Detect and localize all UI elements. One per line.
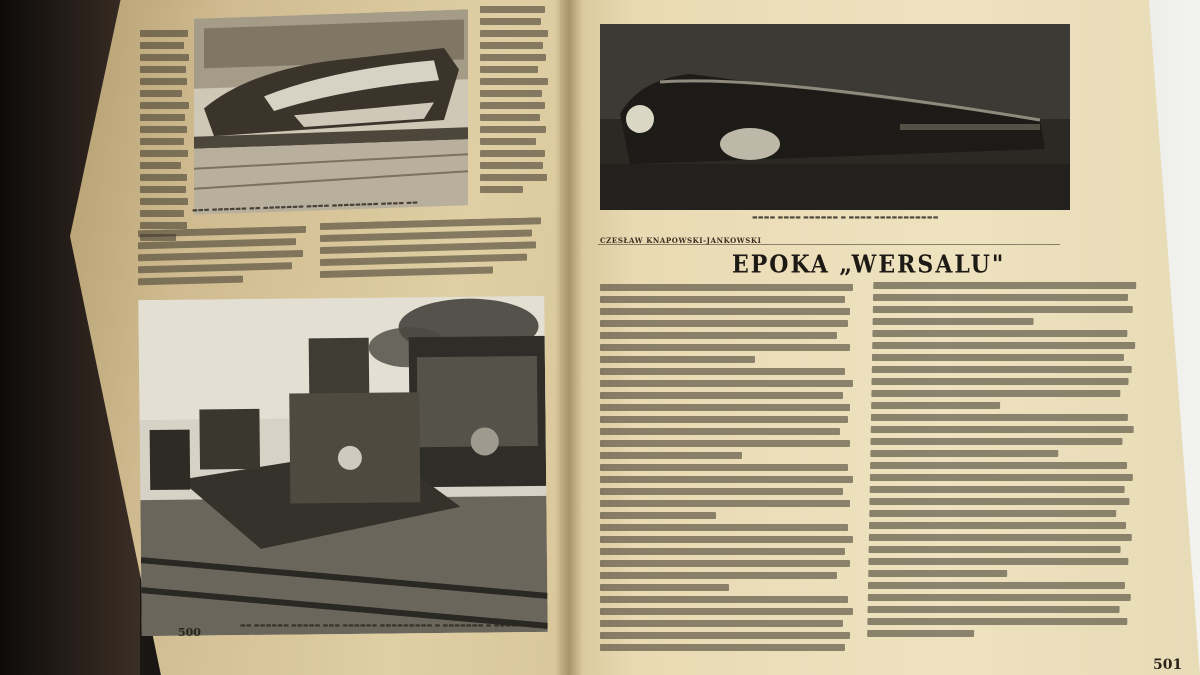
book-gutter — [555, 0, 583, 675]
locomotive-photo-caption: ▬▬▬ ▬▬▬▬▬▬ ▬▬ ▬▬▬▬▬▬▬ ▬▬▬▬ ▬▬▬▬▬▬▬▬ ▬▬▬▬ ▬▬ — [192, 199, 419, 214]
left-text-column-top-left — [140, 30, 192, 258]
night-streamlined-train-photo — [600, 24, 1070, 210]
left-text-block-middle-1 — [138, 226, 313, 293]
left-text-block-middle-2 — [320, 217, 550, 289]
article-column-1 — [600, 284, 858, 664]
article-column-2 — [867, 282, 1141, 654]
armored-train-caption: ▬▬ ▬▬▬▬▬▬ ▬▬▬▬▬ ▬▬▬ ▬▬▬▬▬▬ ▬▬▬▬▬▬▬▬▬ ▬ ▬▬▬▬▬▬▬ ▬ ▬▬▬▬▬▬▬▬ — [240, 622, 541, 629]
armored-train-photo — [138, 296, 547, 636]
streamlined-locomotive-photo — [194, 9, 468, 215]
left-page-number: 500 — [178, 626, 201, 639]
left-text-column-top-right — [480, 6, 552, 216]
article-byline: CZESŁAW KNAPOWSKI-JANKOWSKI — [600, 236, 762, 245]
right-page-number: 501 — [1153, 657, 1183, 673]
article-title: EPOKA „WERSALU" — [732, 250, 1006, 280]
night-train-caption: ▬▬▬▬ ▬▬▬▬ ▬▬▬▬▬▬ ▬ ▬▬▬▬ ▬▬▬▬▬▬▬▬▬▬▬ — [752, 214, 939, 221]
